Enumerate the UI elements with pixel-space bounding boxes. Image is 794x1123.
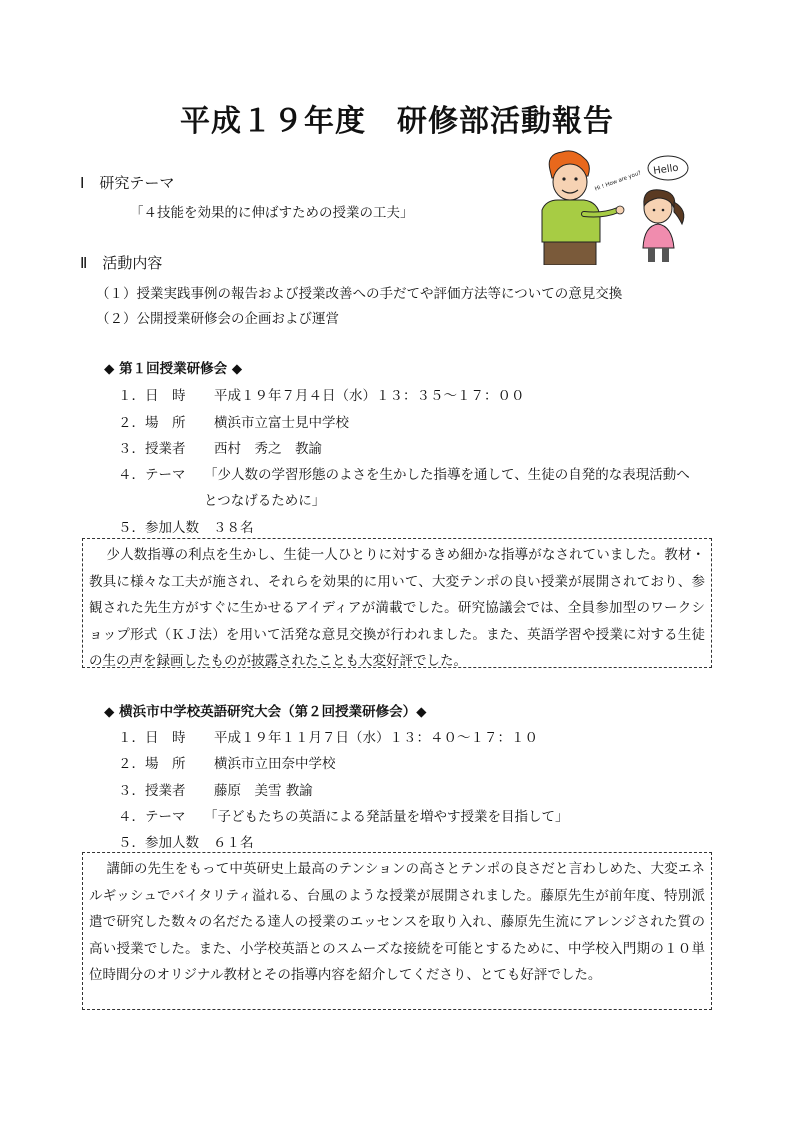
seminar1-report: 少人数指導の利点を生かし、生徒一人ひとりに対するきめ細かな指導がなされていました。教材・教具に様々な工夫が施され、それらを効果的に用いて、大変テンポの良い授業が展開されており、参観された先生方がすぐに生かせるアイディアが満載でした。研究協議会では、全員参加型のワークショップ形式（ＫＪ法）を用いて活発な意見交換が行われました。また、英語学習や授業に対する生徒の生の声を録画したものが披露されたことも大変好評でした。 [89,547,705,669]
seminar1-place: 横浜市立富士見中学校 [214,415,349,431]
seminar2-theme-label: ４．テーマ [118,809,186,825]
seminar1-theme-label: ４．テーマ [118,467,186,483]
section1-heading: Ⅰ 研究テーマ [80,174,175,192]
seminar1-theme: 「少人数の学習形態のよさを生かした指導を通して、生徒の自発的な表現活動へ [204,467,690,483]
seminar1-date-label: １．日 時 [118,388,186,404]
seminar1-teacher: 西村 秀之 教諭 [214,441,322,457]
illustration-teacher-and-student [528,150,693,265]
seminar1-place-label: ２．場 所 [118,415,186,431]
seminar1-teacher-row [118,437,322,457]
seminar2-count-label: ５．参加人数 [118,835,199,851]
seminar1-teacher-label: ３．授業者 [118,441,186,457]
seminar2-date-label: １．日 時 [118,730,186,746]
seminar2-date: 平成１９年１１月７日（水）１３：４０～１７：１０ [214,730,538,746]
seminar2-theme: 「子どもたちの英語による発話量を増やす授業を目指して」 [204,809,569,825]
seminar1-count: ３８名 [213,520,254,536]
seminar2-report-box [82,852,712,1010]
seminar1-theme-continued: とつなげるために」 [204,493,326,509]
seminar2-report: 講師の先生をもって中英研史上最高のテンションの高さとテンポの良さだと言わしめた、大変エネルギッシュでバイタリティ溢れる、台風のような授業が展開されました。藤原先生が前年度、特別派遣で研究した数々の名だたる達人の授業のエッセンスを取り入れ、藤原先生流にアレンジされた質の高い授業でした。また、小学校英語とのスムーズな接続を可能とするために、中学校入門期の１０単位時間分のオリジナル教材とその指導内容を紹介してくださり、とても好評でした。 [89,861,705,983]
seminar1-count-label: ５．参加人数 [118,520,199,536]
section2-heading: Ⅱ 活動内容 [80,254,163,272]
seminar1-heading: ◆ 第１回授業研修会 ◆ [104,361,243,377]
seminar2-place-label: ２．場 所 [118,756,186,772]
seminar2-teacher: 藤原 美雪 教諭 [214,783,313,799]
seminar1-date-row [118,384,525,404]
seminar2-teacher-row [118,779,313,799]
seminar2-teacher-label: ３．授業者 [118,783,186,799]
seminar2-count: ６１名 [213,835,254,851]
activity-item-1: （１）授業実践事例の報告および授業改善への手だてや評価方法等についての意見交換 [96,286,623,302]
speech-bubble-hello: Hello [652,162,680,178]
page-title: 平成１９年度 研修部活動報告 [180,104,614,139]
seminar2-theme-row [118,805,569,825]
seminar2-count-row [118,831,254,851]
seminar2-heading: ◆ 横浜市中学校英語研究大会（第２回授業研修会）◆ [104,704,427,720]
seminar2-date-row [118,726,538,746]
activity-item-2: （２）公開授業研修会の企画および運営 [96,311,339,327]
speech-bubble-hi: Hi ! How are you? [594,170,643,193]
seminar1-date: 平成１９年７月４日（水）１３：３５～１７：００ [214,388,525,404]
research-theme: 「４技能を効果的に伸ばすための授業の工夫」 [130,205,414,221]
seminar1-count-row [118,516,254,536]
seminar1-theme-row [118,463,690,483]
seminar1-place-row [118,411,349,431]
seminar2-place-row [118,752,336,772]
seminar2-place: 横浜市立田奈中学校 [214,756,336,772]
seminar1-report-box [82,538,712,668]
